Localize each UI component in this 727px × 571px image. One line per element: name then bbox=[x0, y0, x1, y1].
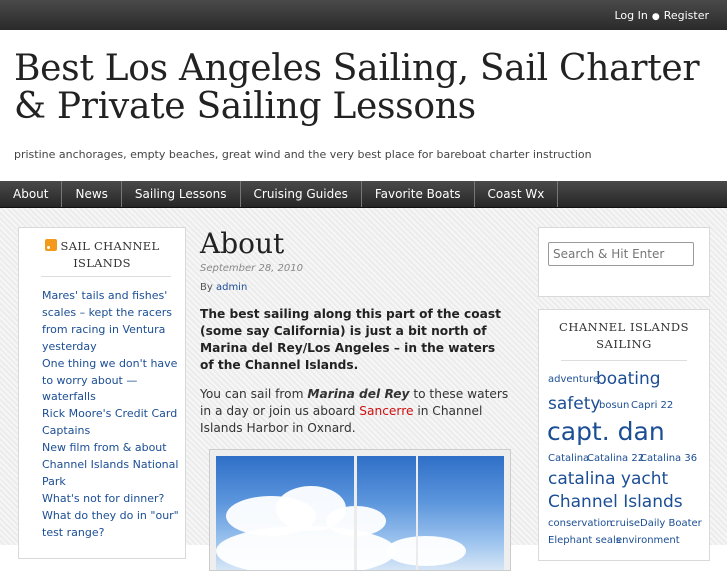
para-text-1: You can sail from bbox=[200, 387, 308, 401]
nav-item-sailing-lessons[interactable]: Sailing Lessons bbox=[122, 181, 241, 207]
post-link[interactable]: Mares' tails and fishes' scales – kept the racers from racing in Ventura yesterday bbox=[42, 289, 172, 353]
tag-link[interactable]: environment bbox=[616, 535, 680, 546]
post-link[interactable]: What's not for dinner? bbox=[42, 491, 165, 505]
page-title: About bbox=[200, 227, 285, 260]
photo-frame bbox=[209, 449, 511, 571]
byline-prefix: By bbox=[200, 282, 213, 293]
sailboat-photo[interactable] bbox=[216, 456, 504, 570]
tag-cloud-heading-line2: SAILING bbox=[596, 337, 652, 351]
nav-item-coast-wx[interactable]: Coast Wx bbox=[475, 181, 559, 207]
site-title[interactable]: Best Los Angeles Sailing, Sail Charter & Private Sailing Lessons bbox=[14, 48, 700, 127]
main-nav bbox=[0, 181, 727, 208]
left-sidebar-widget bbox=[18, 227, 186, 559]
tag-cloud-heading bbox=[539, 319, 709, 353]
search-input[interactable] bbox=[548, 242, 694, 266]
recent-posts-list bbox=[42, 288, 182, 542]
tag-link[interactable]: Capri 22 bbox=[631, 400, 674, 411]
tag-link[interactable]: bosun bbox=[599, 400, 630, 411]
separator-dot: ● bbox=[651, 12, 660, 22]
mast bbox=[416, 456, 418, 570]
register-link[interactable]: Register bbox=[663, 9, 709, 22]
tag-link[interactable]: Daily Boater bbox=[640, 518, 702, 529]
tag-link[interactable]: catalina yacht bbox=[548, 469, 669, 489]
rss-icon[interactable] bbox=[45, 239, 57, 251]
tag-link[interactable]: adventure bbox=[548, 374, 600, 385]
divider bbox=[41, 276, 171, 277]
para-text-2: to these waters in a day or join us aboard bbox=[200, 387, 509, 418]
sancerre-link[interactable]: Sancerre bbox=[359, 404, 414, 418]
tag-link[interactable]: boating bbox=[596, 369, 661, 389]
post-link[interactable]: One thing we don't have to worry about — waterfalls bbox=[42, 356, 178, 404]
byline bbox=[200, 282, 247, 293]
tag-link[interactable]: Channel Islands bbox=[548, 492, 683, 512]
widget-heading-line1[interactable]: SAIL CHANNEL bbox=[60, 239, 160, 253]
post-link[interactable]: Rick Moore's Credit Card Captains bbox=[42, 407, 178, 438]
para-bold: Marina del Rey bbox=[307, 387, 410, 401]
widget-heading-line2[interactable]: ISLANDS bbox=[73, 256, 131, 270]
tag-link[interactable]: cruise bbox=[610, 518, 641, 529]
tag-cloud-heading-line1: CHANNEL ISLANDS bbox=[559, 320, 689, 334]
tag-link[interactable]: capt. dan bbox=[547, 417, 665, 446]
post-date: September 28, 2010 bbox=[200, 263, 303, 274]
post-link[interactable]: New film from & about Channel Islands National Park bbox=[42, 441, 179, 488]
widget-heading bbox=[19, 238, 185, 272]
tag-link[interactable]: safety bbox=[548, 394, 601, 414]
body-paragraph bbox=[200, 386, 510, 437]
tag-link[interactable]: Catalina 36 bbox=[640, 453, 698, 464]
account-links bbox=[614, 9, 709, 22]
divider bbox=[561, 360, 687, 361]
nav-item-news[interactable]: News bbox=[62, 181, 121, 207]
nav-item-favorite-boats[interactable]: Favorite Boats bbox=[362, 181, 475, 207]
para-text-3: in Channel Islands Harbor in Oxnard. bbox=[200, 404, 483, 435]
post-link[interactable]: What do they do in "our" test range? bbox=[42, 508, 179, 539]
cloud bbox=[386, 536, 466, 566]
tag-cloud-widget bbox=[538, 309, 710, 561]
lead-paragraph: The best sailing along this part of the coast (some say California) is just a bit north of Marina del Rey/Los Angeles – in the waters of the Channel Islands. bbox=[200, 307, 501, 372]
nav-item-cruising-guides[interactable]: Cruising Guides bbox=[241, 181, 362, 207]
tag-link[interactable]: Elephant seals bbox=[548, 535, 621, 546]
tag-link[interactable]: Catalina 22 bbox=[587, 453, 645, 464]
tag-link[interactable]: Catalina bbox=[548, 453, 590, 464]
tag-link[interactable]: conservation bbox=[548, 518, 613, 529]
mast bbox=[354, 456, 357, 570]
cloud bbox=[216, 526, 396, 570]
search-widget bbox=[538, 227, 710, 297]
author-link[interactable]: admin bbox=[215, 282, 248, 293]
nav-item-about[interactable]: About bbox=[0, 181, 62, 207]
login-link[interactable]: Log In bbox=[614, 9, 648, 22]
top-bar bbox=[0, 0, 727, 30]
site-tagline: pristine anchorages, empty beaches, great wind and the very best place for bareboat charter instruction bbox=[14, 148, 592, 161]
